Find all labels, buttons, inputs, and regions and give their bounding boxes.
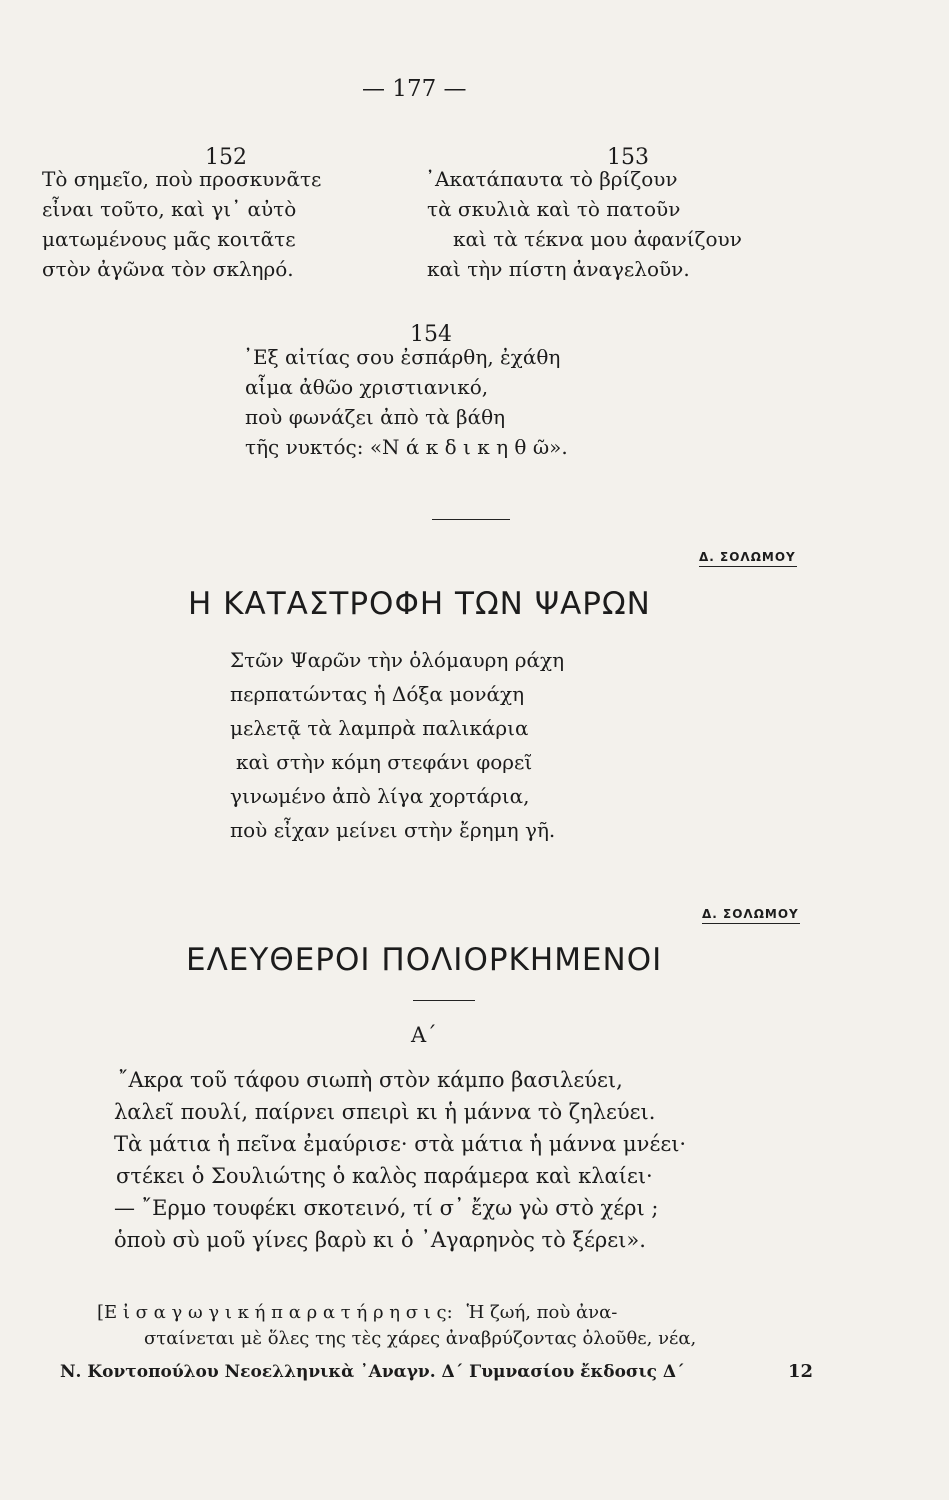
- poem-psara: [230, 648, 564, 852]
- eleftheroi-line: στέκει ὁ Σουλιώτης ὁ καλὸς παράμερα καὶ κλαίει·: [116, 1164, 653, 1188]
- poem-153: [425, 167, 742, 282]
- intro-note-text: Ἡ ζωή, ποὺ ἀνα-: [466, 1302, 618, 1323]
- signature-number: 12: [788, 1361, 814, 1382]
- poem-152-number: 152: [205, 145, 247, 170]
- intro-note-line-2: σταίνεται μὲ ὅλες της τὲς χάρες ἀναβρύζοντας ὁλοῦθε, νέα,: [144, 1328, 697, 1349]
- poem-154-line: ποὺ φωνάζει ἀπὸ τὰ βάθη: [245, 405, 506, 429]
- psara-line: Στῶν Ψαρῶν τὴν ὁλόμαυρη ράχη: [230, 648, 565, 672]
- psara-line: περπατώντας ἡ Δόξα μονάχη: [230, 682, 525, 706]
- intro-note-label: [Ε ἰ σ α γ ω γ ι κ ή π α ρ α τ ή ρ η σ ι ς:: [97, 1302, 453, 1323]
- section-label: Α΄: [411, 1023, 437, 1047]
- intro-note-line-1: [97, 1300, 617, 1325]
- author-underline: [699, 566, 797, 567]
- poem-153-number: 153: [607, 145, 649, 170]
- author-attribution: Δ. ΣΟΛΩΜΟΥ: [702, 907, 799, 921]
- poem-153-line: καὶ τὴν πίστη ἀναγελοῦν.: [427, 257, 690, 281]
- author-attribution: Δ. ΣΟΛΩΜΟΥ: [699, 550, 796, 564]
- poem-154: [243, 345, 568, 460]
- poem-154-number: 154: [410, 322, 452, 347]
- poem-153-line: καὶ τὰ τέκνα μου ἀφανίζουν: [453, 227, 742, 251]
- poem-152-line: Τὸ σημεῖο, ποὺ προσκυνᾶτε: [42, 167, 322, 191]
- psara-line: καὶ στὴν κόμη στεφάνι φορεῖ: [236, 750, 533, 774]
- poem-154-line: τῆς νυκτός: «Ν ά κ δ ι κ η θ ῶ».: [245, 435, 568, 459]
- eleftheroi-line: λαλεῖ πουλί, παίρνει σπειρὶ κι ἡ μάννα τὸ ζηλεύει.: [114, 1100, 656, 1124]
- author-underline: [702, 923, 800, 924]
- poem-title-eleftheroi: ΕΛΕΥΘΕΡΟΙ ΠΟΛΙΟΡΚΗΜΕΝΟΙ: [186, 942, 663, 978]
- poem-152-line: ματωμένους μᾶς κοιτᾶτε: [42, 227, 296, 251]
- poem-title-psara: Η ΚΑΤΑΣΤΡΟΦΗ ΤΩΝ ΨΑΡΩΝ: [188, 586, 651, 622]
- section-divider: [432, 519, 510, 520]
- page-number: — 177 —: [362, 76, 467, 102]
- poem-153-line: τὰ σκυλιὰ καὶ τὸ πατοῦν: [427, 197, 681, 221]
- eleftheroi-line: — ῎Ερμο τουφέκι σκοτεινό, τί σ᾿ ἔχω γὼ στὸ χέρι ;: [114, 1196, 659, 1220]
- psara-line: γινωμένο ἀπὸ λίγα χορτάρια,: [230, 784, 530, 808]
- poem-154-line: αἷμα ἀθῶο χριστιανικό,: [245, 375, 489, 399]
- eleftheroi-line: Τὰ μάτια ἡ πεῖνα ἐμαύρισε· στὰ μάτια ἡ μάννα μνέει·: [114, 1132, 687, 1156]
- poem-154-line: ᾿Εξ αἰτίας σου ἐσπάρθη, ἐχάθη: [243, 345, 561, 369]
- psara-line: ποὺ εἶχαν μείνει στὴν ἔρημη γῆ.: [230, 818, 556, 842]
- book-footer: Ν. Κοντοπούλου Νεοελληνικὰ ᾿Αναγν. Δ΄ Γυμνασίου ἔκδοσις Δ΄: [60, 1362, 685, 1382]
- poem-152-line: εἶναι τοῦτο, καὶ γι᾿ αὐτὸ: [42, 197, 297, 221]
- psara-line: μελετᾷ τὰ λαμπρὰ παλικάρια: [230, 716, 529, 740]
- poem-152: [42, 167, 321, 282]
- poem-153-line: ᾿Ακατάπαυτα τὸ βρίζουν: [425, 167, 678, 191]
- eleftheroi-line: ὁποὺ σὺ μοῦ γίνες βαρὺ κι ὁ ᾿Αγαρηνὸς τὸ ξέρει».: [114, 1228, 646, 1252]
- eleftheroi-line: ῎Ακρα τοῦ τάφου σιωπὴ στὸν κάμπο βασιλεύει,: [118, 1068, 623, 1092]
- section-divider: [413, 1000, 475, 1001]
- poem-152-line: στὸν ἀγῶνα τὸν σκληρό.: [42, 257, 294, 281]
- poem-eleftheroi: [114, 1067, 686, 1259]
